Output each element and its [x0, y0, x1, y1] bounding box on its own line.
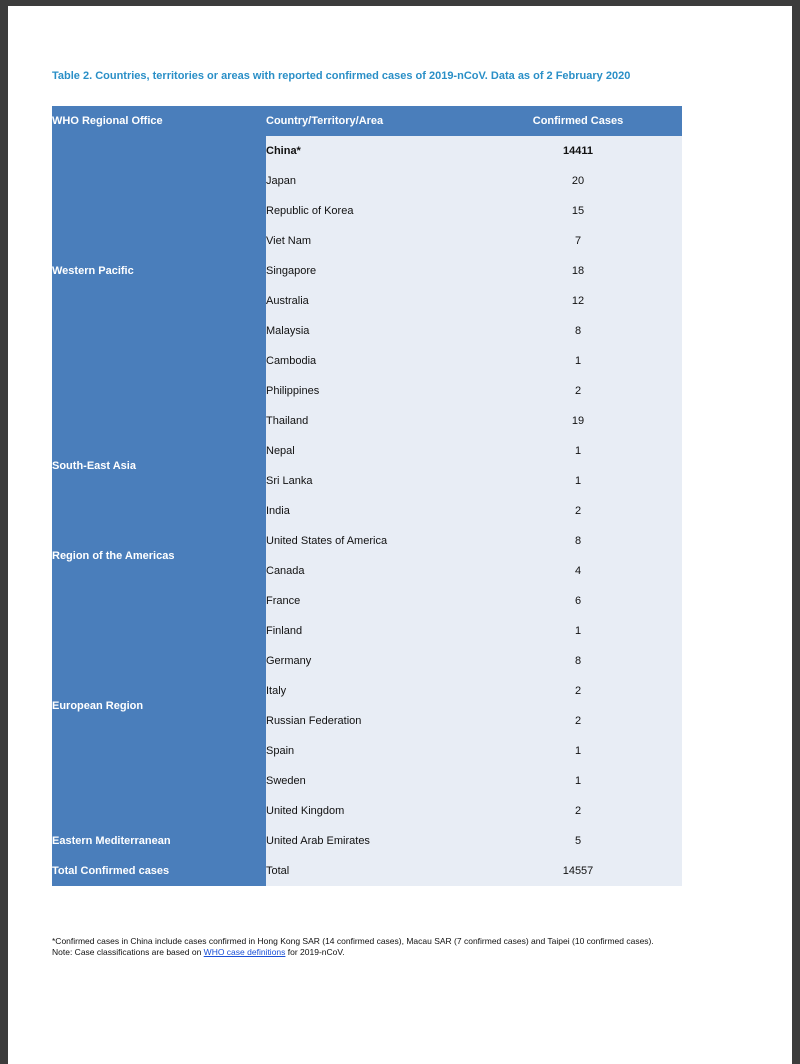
cases-cell: 8: [474, 646, 682, 676]
cases-cell: 4: [474, 556, 682, 586]
header-country: Country/Territory/Area: [266, 106, 474, 136]
region-cell: European Region: [52, 586, 266, 826]
note-suffix: for 2019-nCoV.: [285, 947, 345, 957]
country-cell: Sri Lanka: [266, 466, 474, 496]
document-page: [8, 6, 792, 1064]
country-cell: India: [266, 496, 474, 526]
country-cell: Australia: [266, 286, 474, 316]
table-row: [52, 136, 682, 166]
cases-cell: 1: [474, 616, 682, 646]
cases-cell: 20: [474, 166, 682, 196]
region-cell: Total Confirmed cases: [52, 856, 266, 886]
country-cell: Cambodia: [266, 346, 474, 376]
cases-cell: 5: [474, 826, 682, 856]
confirmed-cases-table: [52, 106, 682, 886]
cases-cell: 8: [474, 316, 682, 346]
who-case-definitions-link[interactable]: WHO case definitions: [203, 947, 286, 957]
table-title: Table 2. Countries, territories or areas with reported confirmed cases of 2019-nCoV. Data as of 2 February 2020: [52, 70, 631, 82]
cases-cell: 2: [474, 706, 682, 736]
region-cell: Western Pacific: [52, 136, 266, 406]
footnote: [52, 936, 742, 958]
header-cases: Confirmed Cases: [474, 106, 682, 136]
country-cell: Malaysia: [266, 316, 474, 346]
cases-cell: 14411: [474, 136, 682, 166]
cases-cell: 1: [474, 766, 682, 796]
cases-cell: 2: [474, 496, 682, 526]
country-cell: China*: [266, 136, 474, 166]
cases-cell: 15: [474, 196, 682, 226]
cases-cell: 2: [474, 796, 682, 826]
table-body: [52, 136, 682, 886]
table-header-row: [52, 106, 682, 136]
country-cell: Finland: [266, 616, 474, 646]
region-cell: Region of the Americas: [52, 526, 266, 586]
footnote-china: *Confirmed cases in China include cases confirmed in Hong Kong SAR (14 confirmed cases), Macau SAR (7 confirmed cases) and Taipei (10 confirmed cases).: [52, 936, 654, 946]
country-cell: United Kingdom: [266, 796, 474, 826]
table-row: [52, 856, 682, 886]
country-cell: Thailand: [266, 406, 474, 436]
cases-cell: 2: [474, 676, 682, 706]
cases-cell: 1: [474, 346, 682, 376]
cases-cell: 7: [474, 226, 682, 256]
country-cell: Germany: [266, 646, 474, 676]
header-region: WHO Regional Office: [52, 106, 266, 136]
region-cell: Eastern Mediterranean: [52, 826, 266, 856]
country-cell: France: [266, 586, 474, 616]
country-cell: United Arab Emirates: [266, 826, 474, 856]
cases-cell: 2: [474, 376, 682, 406]
country-cell: Nepal: [266, 436, 474, 466]
cases-cell: 14557: [474, 856, 682, 886]
table-row: [52, 586, 682, 616]
table-row: [52, 826, 682, 856]
cases-cell: 1: [474, 736, 682, 766]
country-cell: Republic of Korea: [266, 196, 474, 226]
country-cell: Italy: [266, 676, 474, 706]
cases-cell: 6: [474, 586, 682, 616]
country-cell: Japan: [266, 166, 474, 196]
cases-cell: 18: [474, 256, 682, 286]
table-row: [52, 406, 682, 436]
country-cell: Spain: [266, 736, 474, 766]
country-cell: Total: [266, 856, 474, 886]
table-row: [52, 526, 682, 556]
cases-cell: 1: [474, 436, 682, 466]
country-cell: Philippines: [266, 376, 474, 406]
country-cell: Viet Nam: [266, 226, 474, 256]
country-cell: Russian Federation: [266, 706, 474, 736]
region-cell: South-East Asia: [52, 406, 266, 526]
footnote-note: [52, 947, 742, 958]
country-cell: Sweden: [266, 766, 474, 796]
cases-cell: 1: [474, 466, 682, 496]
cases-cell: 19: [474, 406, 682, 436]
country-cell: Canada: [266, 556, 474, 586]
note-prefix: Note: Case classifications are based on: [52, 947, 204, 957]
cases-cell: 12: [474, 286, 682, 316]
country-cell: Singapore: [266, 256, 474, 286]
cases-cell: 8: [474, 526, 682, 556]
country-cell: United States of America: [266, 526, 474, 556]
